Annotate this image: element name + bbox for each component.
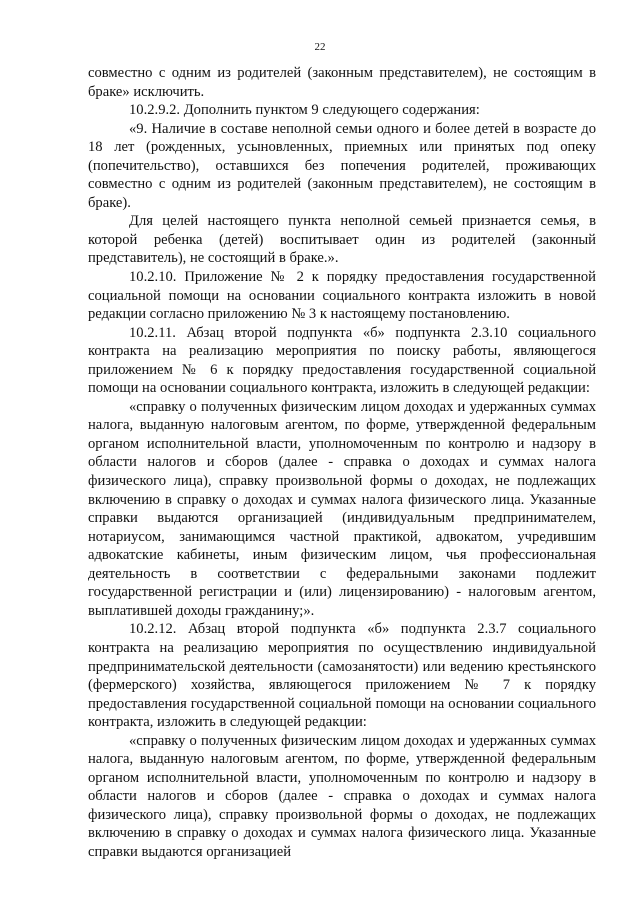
page-number: 22 (314, 41, 326, 53)
paragraph-income-certificate-1: «справку о полученных физическим лицом доходах и удержанных суммах налога, выданную налоговым агентом, по форме, утвержденной федеральным органом исполнительной власти, уполномоченным по контролю и надзору в области налогов и сборов (далее - справка о доходах и суммах налога физического лица), справку произвольной формы о доходах, не подлежащих включению в справку о доходах и суммах налога физического лица. Указанные справки выдаются организацией (индивидуальным предпринимателем, нотариусом, занимающимся частной практикой, адвокатом, учредившим адвокатские кабинеты, иным физическим лицом, чья профессиональная деятельность в соответствии с федеральными законами подлежит государственной регистрации и (или) лицензированию) - налоговым агентом, выплатившей доходы гражданину;». (88, 398, 596, 619)
paragraph-continuation: совместно с одним из родителей (законным представителем), не состоящим в браке» исключить. (88, 65, 596, 100)
paragraph-10-2-11: 10.2.11. Абзац второй подпункта «б» подпункта 2.3.10 социального контракта на реализацию мероприятия по поиску работы, являющегося приложением № 6 к порядку предоставления государственной социальной помощи на основании социального контракта, изложить в следующей редакции: (88, 324, 596, 397)
paragraph-10-2-10: 10.2.10. Приложение № 2 к порядку предоставления государственной социальной помощи на основании социального контракта изложить в новой редакции согласно приложению № 3 к настоящему постановлению. (88, 269, 596, 323)
paragraph-10-2-12: 10.2.12. Абзац второй подпункта «б» подпункта 2.3.7 социального контракта на реализацию мероприятия по осуществлению индивидуальной предпринимательской деятельности (самозанятости) или ведению крестьянского (фермерского) хозяйства, являющегося приложением № 7 к порядку предоставления государственной социальной помощи на основании социального контракта, изложить в следующей редакции: (88, 621, 596, 731)
paragraph-income-certificate-2: «справку о полученных физическим лицом доходах и удержанных суммах налога, выданную налоговым агентом, по форме, утвержденной федеральным органом исполнительной власти, уполномоченным по контролю и надзору в области налогов и сборов (далее - справка о доходах и суммах налога физического лица), справку произвольной формы о доходах, не подлежащих включению в справку о доходах и суммах налога физического лица. Указанные справки выдаются организацией (88, 732, 596, 860)
document-body (88, 64, 596, 862)
paragraph-incomplete-family-definition: Для целей настоящего пункта неполной семьей признается семья, в которой ребенка (детей) воспитывает один из родителей (законный представитель), не состоящий в браке.». (88, 213, 596, 267)
paragraph-item-9: «9. Наличие в составе неполной семьи одного и более детей в возрасте до 18 лет (рожденных, усыновленных, приемных или принятых под опеку (попечительство), оставшихся без попечения родителей, проживающих совместно с одним из родителей (законным представителем), не состоящим в браке). (88, 120, 596, 211)
paragraph-10-2-9-2: 10.2.9.2. Дополнить пунктом 9 следующего содержания: (129, 102, 480, 119)
